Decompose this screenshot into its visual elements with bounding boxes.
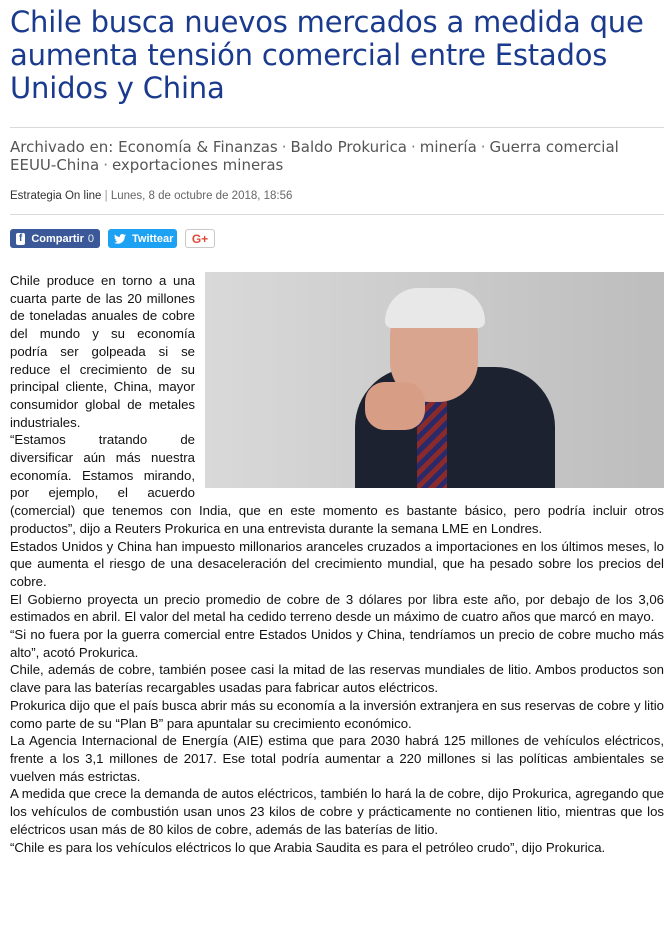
source-name: Estrategia On line: [10, 190, 102, 202]
byline-separator: |: [104, 190, 108, 202]
tag-separator: ·: [480, 138, 486, 156]
facebook-icon: f: [16, 233, 25, 245]
article-photo: [205, 272, 664, 488]
article-paragraph: El Gobierno proyecta un precio promedio de cobre de 3 dólares por libra este año, por debajo de los 3,06 estimados en abril. El valor del metal ha cedido terreno desde un máximo de cuatro años que marcó en mayo.: [10, 591, 664, 625]
article-paragraph: Chile, además de cobre, también posee casi la mitad de las reservas mundiales de litio. Ambos productos son clave para las baterías recargables usadas para fabricar autos eléctricos.: [10, 662, 664, 696]
article-paragraph: Estados Unidos y China han impuesto millonarios aranceles cruzados a importaciones en los últimos meses, lo que aumenta el riesgo de una desaceleración del crecimiento mundial, que ha pesado sobre los precios del cobre.: [10, 538, 664, 589]
tag-list: [10, 127, 664, 174]
tag-baldo-prokurica[interactable]: Baldo Prokurica: [290, 138, 407, 156]
tag-economia[interactable]: Economía & Finanzas: [118, 138, 278, 156]
article-paragraph: “Chile es para los vehículos eléctricos lo que Arabia Saudita es para el petróleo crudo”, dijo Prokurica.: [10, 839, 606, 855]
tag-separator: ·: [103, 156, 108, 174]
photo-hair: [385, 288, 485, 328]
archived-label: Archivado en:: [10, 138, 114, 156]
facebook-share-count: 0: [87, 232, 94, 245]
tag-separator: ·: [410, 138, 416, 156]
article-body: [10, 272, 664, 856]
article-paragraph: “Estamos tratando de diversificar aún más nuestra economía. Estamos mirando, por ejemplo, el acuerdo (comercial) que tenemos con India, que en este momento es bastante básico, pero podría incluir otros productos”, dijo a Reuters Prokurica en una entrevista durante la semana LME en Londres.: [10, 432, 664, 536]
tag-separator: ·: [281, 138, 287, 156]
facebook-share-button[interactable]: [10, 229, 100, 248]
article-title: Chile busca nuevos mercados a medida que aumenta tensión comercial entre Estados Unidos y China: [10, 5, 644, 105]
social-buttons: [10, 229, 664, 249]
facebook-share-label: Compartir: [31, 232, 84, 245]
byline: [10, 190, 664, 215]
article-paragraph: “Si no fuera por la guerra comercial entre Estados Unidos y China, tendríamos un precio de cobre mucho más alto”, acotó Prokurica.: [10, 627, 664, 660]
twitter-share-button[interactable]: [108, 229, 177, 248]
tag-guerra-comercial[interactable]: Guerra comercial EEUU-China: [10, 138, 619, 174]
article-paragraph: A medida que crece la demanda de autos eléctricos, también lo hará la de cobre, dijo Prokurica, agregando que los vehículos de combustión usan unos 23 kilos de cobre y prácticamente no contienen litio, mientras que los eléctricos usan más de 80 kilos de cobre, además de las baterías de litio.: [10, 786, 664, 837]
photo-hand: [365, 382, 425, 430]
tag-mineria[interactable]: minería: [419, 138, 477, 156]
article-paragraph: Chile produce en torno a una cuarta parte de las 20 millones de toneladas anuales de cobre del mundo y su economía podría ser golpeada si se reduce el crecimiento de su principal cliente, China, mayor consumidor global de metales industriales.: [10, 273, 195, 430]
tag-exportaciones-mineras[interactable]: exportaciones mineras: [111, 156, 284, 174]
gplus-share-button[interactable]: G+: [185, 229, 215, 248]
article-container: [10, 0, 664, 856]
article-paragraph: La Agencia Internacional de Energía (AIE) estima que para 2030 habrá 125 millones de vehículos eléctricos, frente a los 3,1 millones de 2017. Ese total podría aumentar a 220 millones si las políticas ambientales se vuelven más estrictas.: [10, 733, 664, 784]
twitter-bird-icon: [114, 233, 126, 245]
publish-date: Lunes, 8 de octubre de 2018, 18:56: [110, 190, 293, 202]
article-paragraph: Prokurica dijo que el país busca abrir más su economía a la inversión extranjera en sus reservas de cobre y litio como parte de su “Plan B” para apuntalar su crecimiento económico.: [10, 697, 664, 731]
twitter-share-label: Twittear: [132, 232, 174, 245]
